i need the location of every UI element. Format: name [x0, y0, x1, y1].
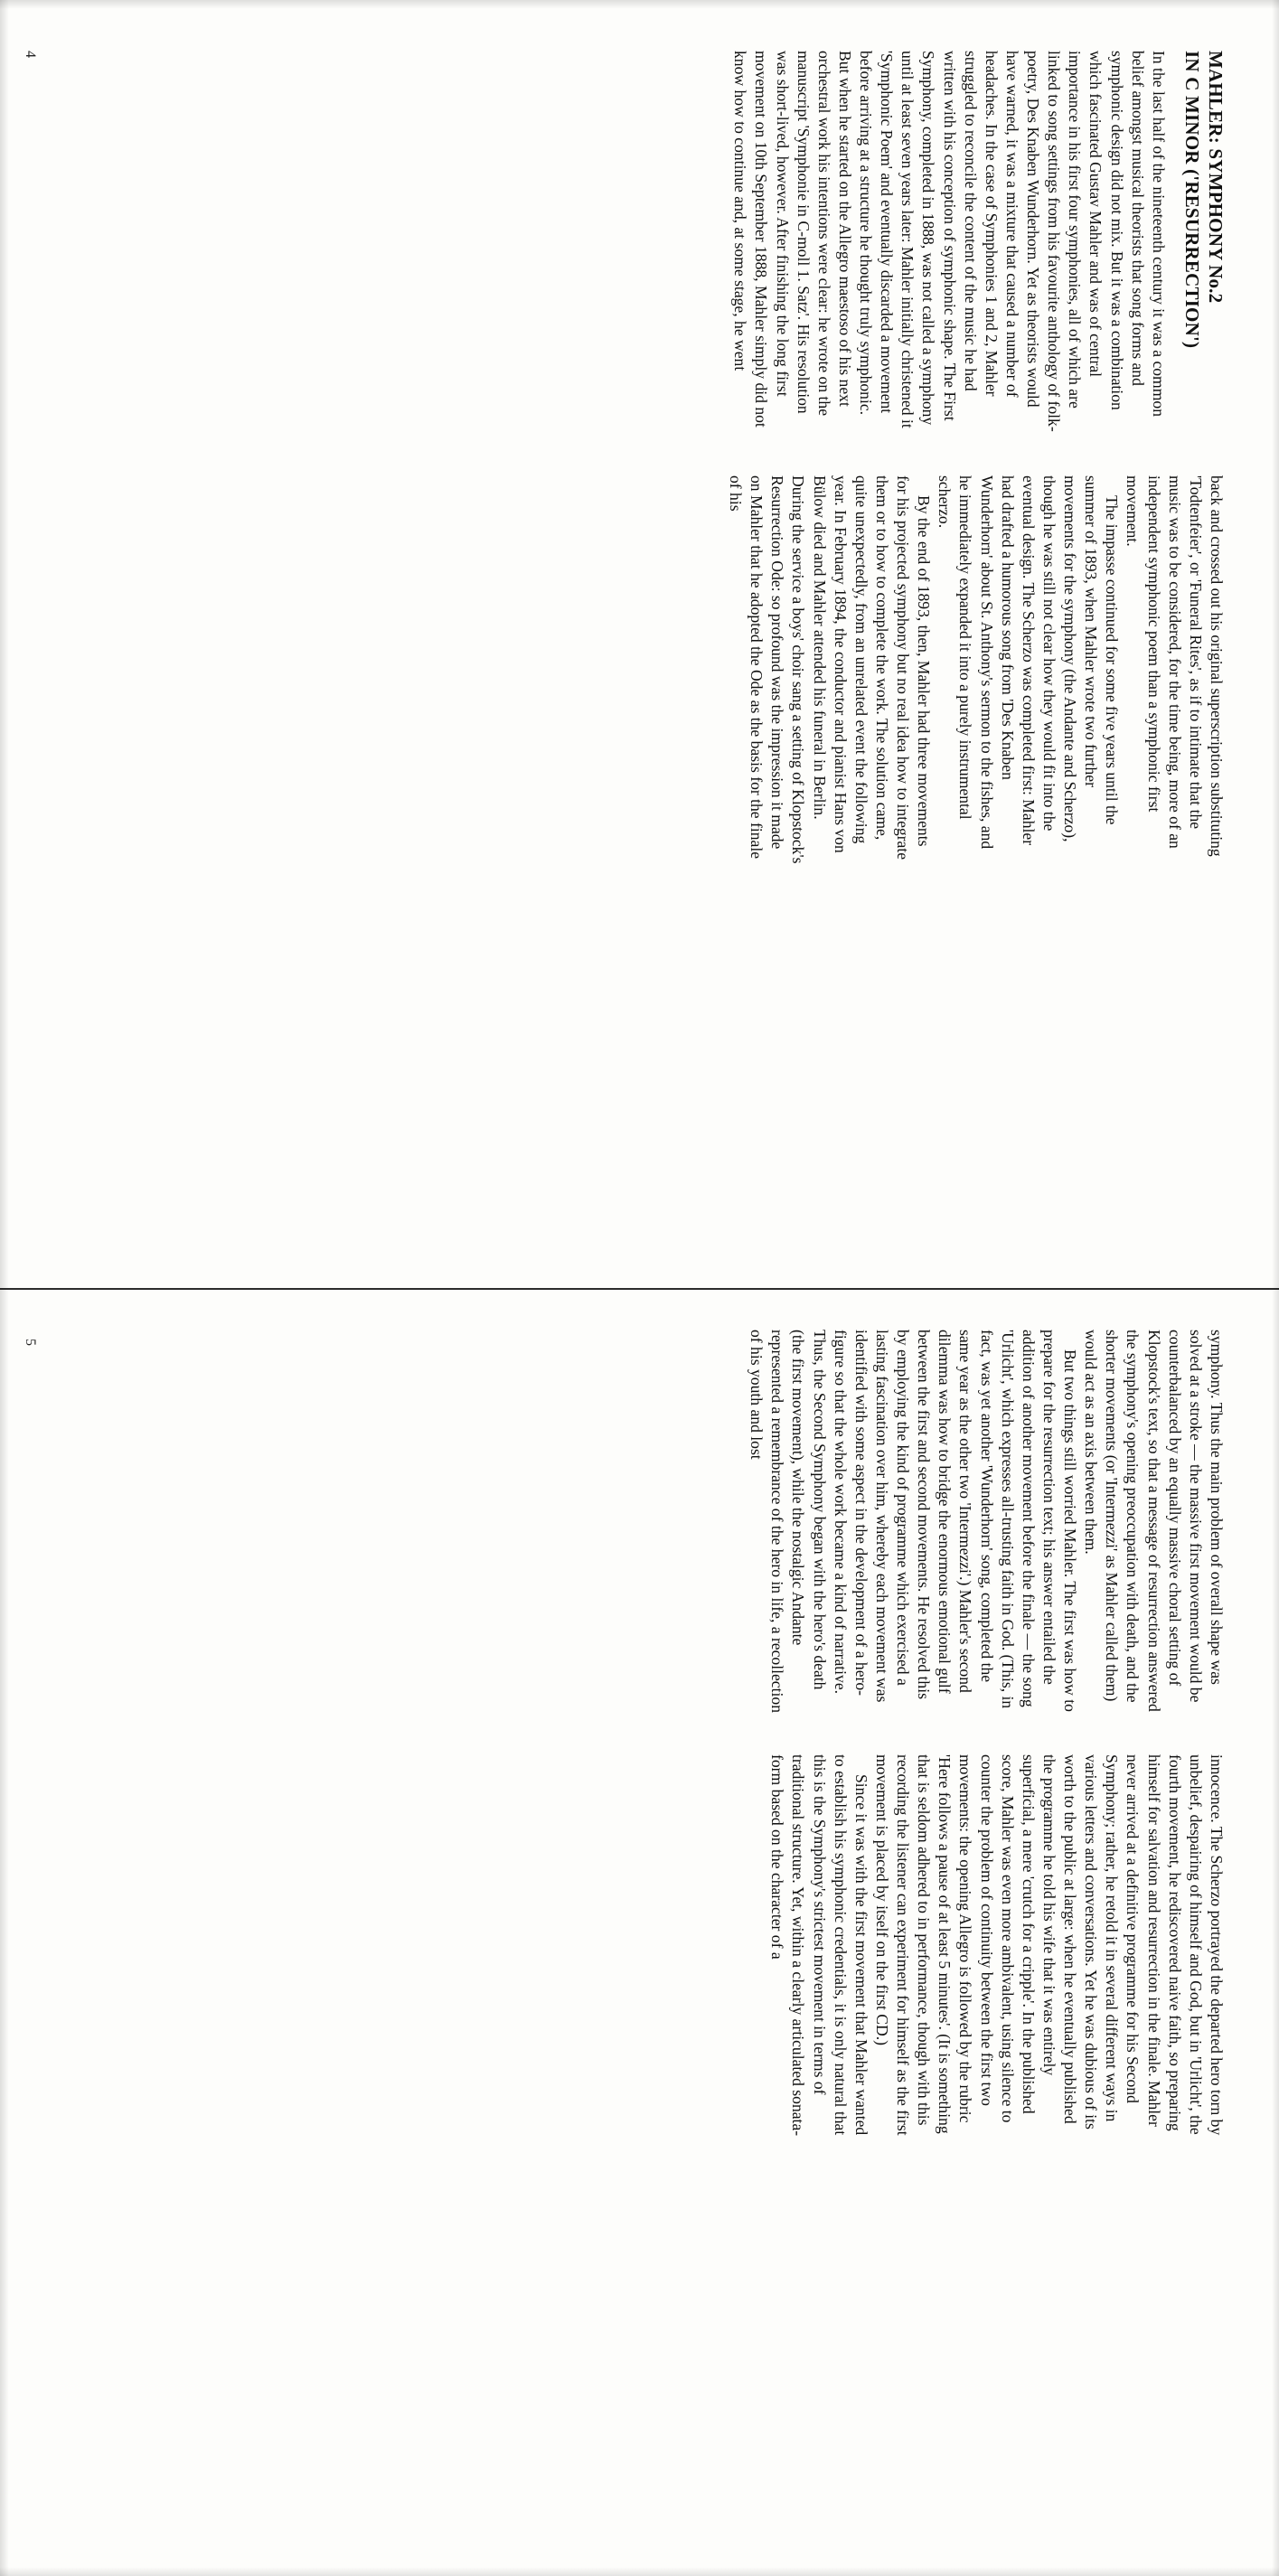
- page-right: [0, 1288, 1279, 2576]
- body-paragraph: Since it was with the first movement that Mahler wanted to establish his symphonic credentials, it is only natural that this is the Symphony's strictest movement in terms of traditional structure. Yet, within a clearly articulated sonata-form based on the character of a: [768, 1754, 870, 2137]
- page-left-column-1: [99, 51, 1227, 439]
- page-number-left: 4: [23, 51, 38, 58]
- page-right-columns: [99, 1330, 1227, 2525]
- scan-shadow-left: [0, 0, 1279, 9]
- page-right-column-2: [99, 1754, 1227, 2143]
- body-paragraph: But two things still worried Mahler. The first was how to prepare for the resurrection text; his answer entailed the addition of another movement before the finale — the song 'Urlicht', which expresses all-trusting faith in God. (This, in fact, was yet another 'Wunderhorn' song, completed the same year as the other two 'Intermezzi'.) Mahler's second dilemma was how to bridge the enormous emotional gulf between the first and second movements. He resolved this by employing the kind of programme which exercised a lasting fascination over him, whereby each movement was identified with some aspect in the development of a hero-figure so that the whole work became a kind of narrative. Thus, the Second Symphony began with the hero's death (the first movement), while the nostalgic Andante represented a remembrance of the hero in life, a recollection of his youth and lost: [748, 1330, 1080, 1713]
- body-paragraph: symphony. Thus the main problem of overall shape was solved at a stroke — the massive first movement would be counterbalanced by an equally massive choral setting of Klopstock's text, so that a message of resurrection answered the symphony's opening preoccupation with death, and the shorter movements (or 'Intermezzi' as Mahler called them) would act as an axis between them.: [1082, 1330, 1226, 1712]
- body-paragraph: The impasse continued for some five years until the summer of 1893, when Mahler wrote two further movements for the symphony (the Andante and Scherzo), though he was still not clear how they would fit into the eventual design. The Scherzo was completed first: Mahler had drafted a humorous song from 'Des Knaben Wunderhorn' about St. Anthony's sermon to the fishes, and he immediately expanded it into a purely instrumental scherzo.: [936, 475, 1122, 850]
- scan-shadow-right: [0, 2567, 1279, 2576]
- page-number-right: 5: [23, 1339, 38, 1346]
- page-title: [1180, 51, 1227, 439]
- page-left-columns: [99, 51, 1227, 1248]
- page-left-column-2: [99, 475, 1227, 864]
- body-paragraph: In the last half of the nineteenth century it was a common belief amongst musical theorists that song forms and symphonic design did not mix. But it was a combination which fascinated Gustav Mahler and was of central importance in his first four symphonies, all of which are linked to song settings from his favourite anthology of folk-poetry, Des Knaben Wunderhorn. Yet as theorists would have warned, it was a mixture that caused a number of headaches. In the case of Symphonies 1 and 2, Mahler struggled to reconcile the content of the music he had written with his conception of symphonic shape. The First Symphony, completed in 1888, was not called a symphony until at least seven years later: Mahler initially christened it 'Symphonic Poem' and eventually discarded a movement before arriving at a structure he thought truly symphonic. But when he started on the Allegro maestoso of his next orchestral work his intentions were clear: he wrote on the manuscript 'Symphonie in C-moll 1. Satz'. His resolution was short-lived, however. After finishing the long first movement on 10th September 1888, Mahler simply did not know how to continue and, at some stage, he went: [731, 51, 1168, 432]
- page-title-line-1: MAHLER: SYMPHONY No.2: [1205, 51, 1227, 304]
- page-right-column-1: [99, 1330, 1227, 1718]
- page-title-line-2: IN C MINOR ('RESURRECTION'): [1181, 51, 1204, 349]
- body-paragraph: By the end of 1893, then, Mahler had three movements for his projected symphony but no real idea how to integrate them or to how to complete the work. The solution came, quite unexpectedly, from an unrelated event the following year. In February 1894, the conductor and pianist Hans von Bülow died and Mahler attended his funeral in Berlin. During the service a boys' choir sang a setting of Klopstock's Resurrection Ode: so profound was the impression it made on Mahler that he adopted the Ode as the basis for the finale of his: [727, 475, 934, 864]
- body-paragraph: back and crossed out his original superscription substituting 'Todtenfeier', or 'Funeral Rites', as if to intimate that the music was to be considered, for the time being, more of an independent symphonic poem than a symphonic first movement.: [1124, 475, 1226, 857]
- body-paragraph: innocence. The Scherzo portrayed the departed hero torn by unbelief, despairing of himself and God, but in 'Urlicht', the fourth movement, he rediscovered naive faith, so preparing himself for salvation and resurrection in the finale. Mahler never arrived at a definitive programme for his Second Symphony; rather, he retold it in several different ways in various letters and conversations. Yet he was dubious of its worth to the public at large: when he eventually published the programme he told his wife that it was entirely superficial, a mere 'crutch for a cripple'. In the published score, Mahler was even more ambivalent, using silence to counter the problem of continuity between the first two movements: the opening Allegro is followed by the rubric 'Here follows a pause of at least 5 minutes'. (It is something that is seldom adhered to in performance, though with this recording the listener can experiment for himself as the first movement is placed by itself on the first CD.): [873, 1754, 1226, 2136]
